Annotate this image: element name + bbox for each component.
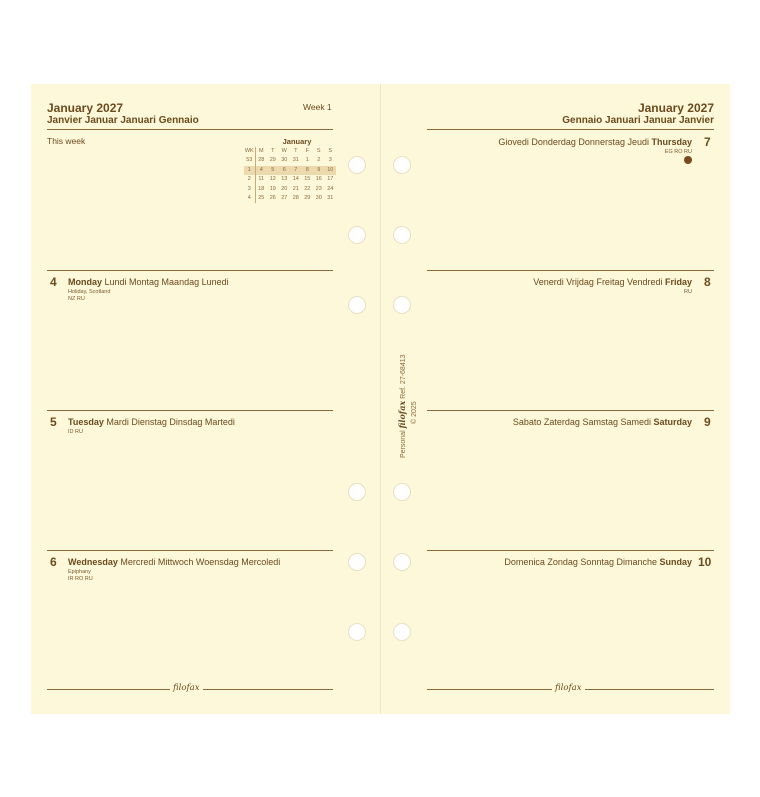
- day-number: 9: [704, 415, 711, 429]
- page-spine: [380, 84, 381, 714]
- spine-size: Personal: [400, 430, 407, 458]
- cal-cell: 14: [292, 176, 299, 183]
- week-label: Week 1: [303, 102, 332, 112]
- day-name-translations: Venerdi Vrijdag Freitag Vendredi: [533, 277, 665, 287]
- day-number: 10: [698, 555, 712, 569]
- day-note: EG RO RU: [664, 149, 692, 155]
- day-name: [504, 557, 692, 567]
- day-note: NZ RU: [68, 296, 85, 302]
- day-name-translations: Mardi Dienstag Dinsdag Martedi: [103, 417, 235, 427]
- mini-calendar-header: [244, 147, 336, 156]
- cal-cell: 31: [327, 194, 334, 201]
- header-rule: [47, 129, 333, 130]
- punch-hole: [348, 553, 366, 571]
- cal-cell: 53: [244, 156, 256, 165]
- mini-calendar: [244, 137, 336, 203]
- day-name-bold: Sunday: [659, 557, 692, 567]
- cal-cell: 18: [258, 185, 265, 192]
- day-name-bold: Saturday: [653, 417, 692, 427]
- right-page: [381, 84, 730, 714]
- day-name-bold: Tuesday: [68, 417, 104, 427]
- day-name: [68, 557, 280, 567]
- day-name-translations: Sabato Zaterdag Samstag Samedi: [512, 417, 654, 427]
- punch-hole: [348, 226, 366, 244]
- cal-header-cell: F: [305, 148, 309, 154]
- cal-cell: 13: [281, 176, 288, 183]
- cal-cell: 30: [315, 194, 322, 201]
- day-rule: [427, 550, 714, 551]
- cal-week-row: [244, 175, 336, 184]
- cal-cell: 19: [269, 185, 276, 192]
- day-name: [68, 417, 235, 427]
- cal-cell: 31: [292, 157, 299, 164]
- day-note: Holiday, Scotland: [68, 289, 111, 295]
- cal-header-cell: S: [328, 148, 333, 154]
- cal-cell: 17: [327, 176, 334, 183]
- punch-hole: [348, 483, 366, 501]
- day-number: 7: [704, 135, 711, 149]
- cal-cell: 22: [304, 185, 311, 192]
- day-name-bold: Monday: [68, 277, 103, 287]
- mini-calendar-title: January: [282, 137, 312, 146]
- cal-week-row: [244, 156, 336, 165]
- day-name-translations: Giovedi Donderdag Donnerstag Jeudi: [498, 137, 652, 147]
- day-name: [498, 137, 692, 147]
- day-number: 6: [50, 555, 57, 569]
- cal-cell: 15: [304, 176, 311, 183]
- cal-cell: 2: [317, 157, 321, 164]
- spine-copyright: © 2025: [411, 401, 418, 424]
- punch-hole: [348, 623, 366, 641]
- day-name-translations: Domenica Zondag Sonntag Dimanche: [504, 557, 660, 567]
- day-rule: [47, 550, 333, 551]
- cal-cell: 3: [328, 157, 332, 164]
- cal-header-cell: T: [294, 148, 298, 154]
- cal-header-cell: M: [258, 148, 264, 154]
- left-month-year: January 2027: [47, 101, 124, 115]
- cal-header-cell: WK: [244, 147, 256, 156]
- cal-cell: 26: [269, 194, 276, 201]
- day-name-bold: Wednesday: [68, 557, 118, 567]
- cal-cell: 9: [313, 166, 325, 175]
- day-number: 4: [50, 275, 57, 289]
- cal-cell: 29: [269, 157, 276, 164]
- cal-header-cell: S: [316, 148, 321, 154]
- day-name-translations: Lundi Montag Maandag Lunedi: [102, 277, 229, 287]
- day-rule: [427, 410, 714, 411]
- cal-cell: 30: [281, 157, 288, 164]
- day-name: [68, 277, 229, 287]
- day-number: 8: [704, 275, 711, 289]
- right-month-names: Gennaio Januari Januar Janvier: [562, 115, 714, 126]
- cal-cell: 21: [292, 185, 299, 192]
- spine-brand: filofax: [397, 400, 407, 429]
- cal-cell: 6: [279, 166, 291, 175]
- punch-hole: [393, 156, 411, 174]
- punch-hole: [348, 296, 366, 314]
- cal-cell: 12: [269, 176, 276, 183]
- cal-cell: 10: [325, 166, 337, 175]
- day-name: [533, 277, 692, 287]
- cal-header-cell: W: [281, 148, 287, 154]
- cal-cell: 5: [267, 166, 279, 175]
- cal-cell: 28: [258, 157, 265, 164]
- filofax-logo: filofax: [170, 683, 203, 693]
- cal-week-row-current: [244, 166, 336, 175]
- day-name-bold: Friday: [664, 277, 692, 287]
- cal-cell: 4: [244, 194, 256, 203]
- cal-cell: 3: [244, 185, 256, 194]
- cal-cell: 16: [315, 176, 322, 183]
- cal-cell: 1: [244, 166, 256, 175]
- spine-ref: Ref. 27-68413: [400, 354, 407, 399]
- cal-week-row: [244, 194, 336, 203]
- punch-hole: [393, 623, 411, 641]
- cal-week-row: [244, 185, 336, 194]
- cal-cell: 4: [256, 166, 268, 175]
- punch-hole: [393, 226, 411, 244]
- cal-cell: 8: [302, 166, 314, 175]
- left-month-names: Janvier Januar Januari Gennaio: [47, 115, 199, 126]
- punch-hole: [348, 156, 366, 174]
- cal-cell: 28: [292, 194, 299, 201]
- day-note: RU: [684, 289, 692, 295]
- cal-cell: 24: [327, 185, 334, 192]
- cal-cell: 11: [258, 176, 265, 183]
- day-rule: [47, 410, 333, 411]
- cal-cell: 29: [304, 194, 311, 201]
- day-note: ID RU: [68, 429, 83, 435]
- this-week-label: This week: [47, 136, 86, 146]
- cal-cell: 1: [305, 157, 309, 164]
- cal-cell: 20: [281, 185, 288, 192]
- day-rule: [47, 270, 333, 271]
- cal-cell: 25: [258, 194, 265, 201]
- header-rule: [427, 129, 714, 130]
- day-rule: [427, 270, 714, 271]
- punch-hole: [393, 483, 411, 501]
- cal-cell: 23: [315, 185, 322, 192]
- right-month-year: January 2027: [637, 101, 714, 115]
- day-name: [513, 417, 692, 427]
- day-number: 5: [50, 415, 57, 429]
- day-name-bold: Thursday: [651, 137, 692, 147]
- cal-header-cell: T: [271, 148, 275, 154]
- day-name-translations: Mercredi Mittwoch Woensdag Mercoledi: [117, 557, 281, 567]
- punch-hole: [393, 296, 411, 314]
- cal-cell: 27: [281, 194, 288, 201]
- day-note: IR RO RU: [68, 576, 93, 582]
- spine-imprint: [397, 354, 420, 458]
- punch-hole: [393, 553, 411, 571]
- filofax-logo: filofax: [552, 683, 585, 693]
- cal-cell: 2: [244, 175, 256, 184]
- cal-cell: 7: [290, 166, 302, 175]
- moon-phase-icon: [684, 156, 692, 164]
- spine-line-1: [397, 354, 409, 458]
- day-note: Epiphany: [68, 569, 91, 575]
